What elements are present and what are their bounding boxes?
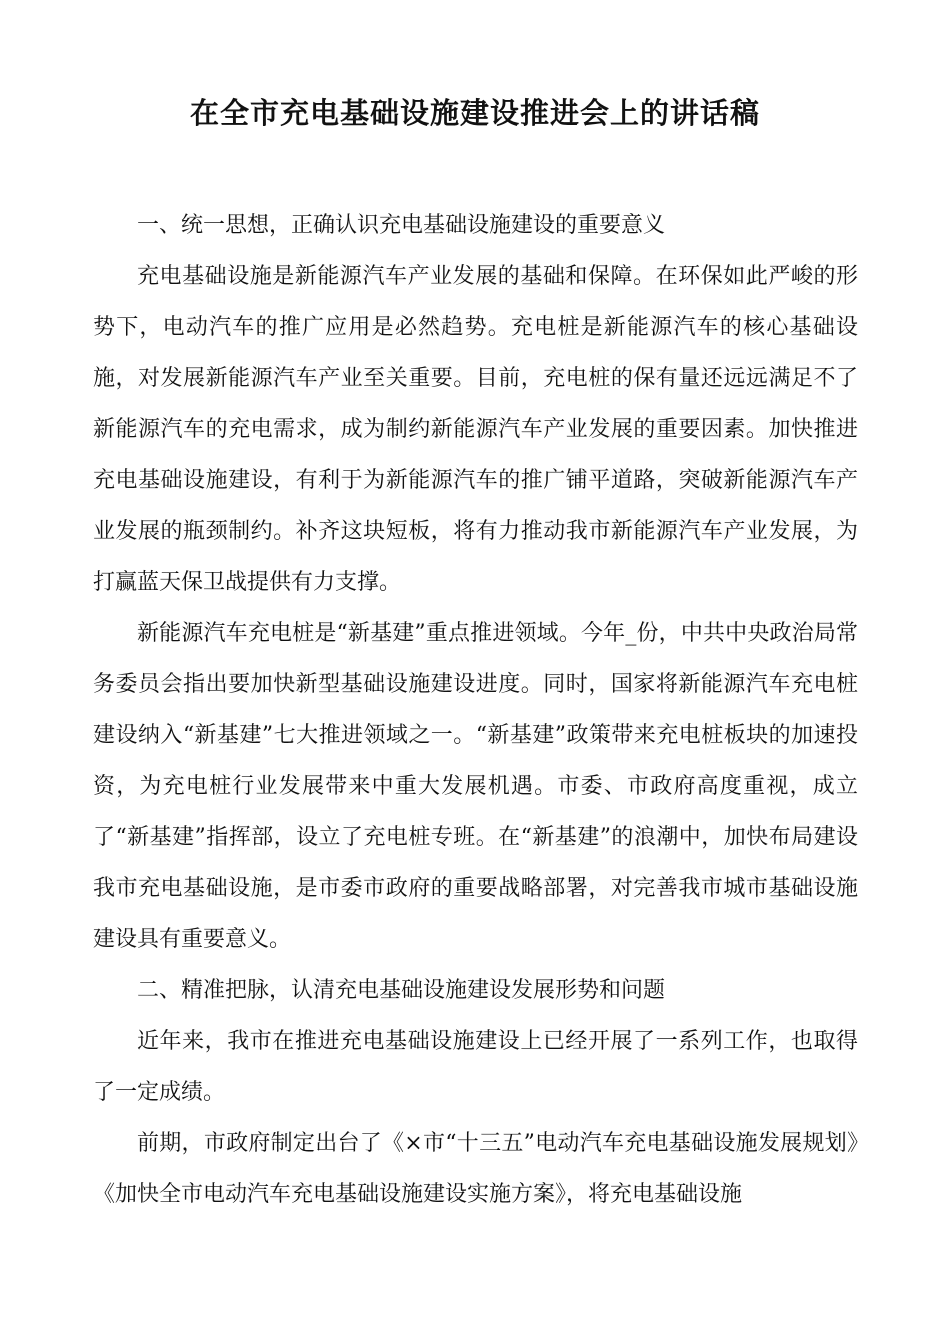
section-heading-1: 一、统一思想，正确认识充电基础设施建设的重要意义: [137, 213, 666, 238]
body-paragraph: 新能源汽车充电桩是“新基建”重点推进领域。今年_份，中共中央政治局常务委员会指出要加快新型基础设施建设进度。同时，国家将新能源汽车充电桩建设纳入“新基建”七大推进领域之一。“新基建”政策带来充电桩板块的加速投资，为充电桩行业发展带来中重大发展机遇。市委、市政府高度重视，成立了“新基建”指挥部，设立了充电桩专班。在“新基建”的浪潮中，加快布局建设我市充电基础设施，是市委市政府的重要战略部署，对完善我市城市基础设施建设具有重要意义。: [93, 621, 858, 952]
body-paragraph: 充电基础设施是新能源汽车产业发展的基础和保障。在环保如此严峻的形势下，电动汽车的推广应用是必然趋势。充电桩是新能源汽车的核心基础设施，对发展新能源汽车产业至关重要。目前，充电桩的保有量还远远满足不了新能源汽车的充电需求，成为制约新能源汽车产业发展的重要因素。加快推进充电基础设施建设，有利于为新能源汽车的推广铺平道路，突破新能源汽车产业发展的瓶颈制约。补齐这块短板，将有力推动我市新能源汽车产业发展，为打赢蓝天保卫战提供有力支撑。: [93, 264, 858, 595]
body-paragraph: 前期，市政府制定出台了《×市“十三五”电动汽车充电基础设施发展规划》《加快全市电动汽车充电基础设施建设实施方案》，将充电基础设施: [93, 1131, 858, 1207]
body-paragraph: 近年来，我市在推进充电基础设施建设上已经开展了一系列工作，也取得了一定成绩。: [93, 1029, 858, 1105]
document-body: [93, 200, 858, 1220]
document-title: 在全市充电基础设施建设推进会上的讲话稿: [189, 96, 760, 130]
section-heading-2: 二、精准把脉，认清充电基础设施建设发展形势和问题: [137, 978, 666, 1003]
